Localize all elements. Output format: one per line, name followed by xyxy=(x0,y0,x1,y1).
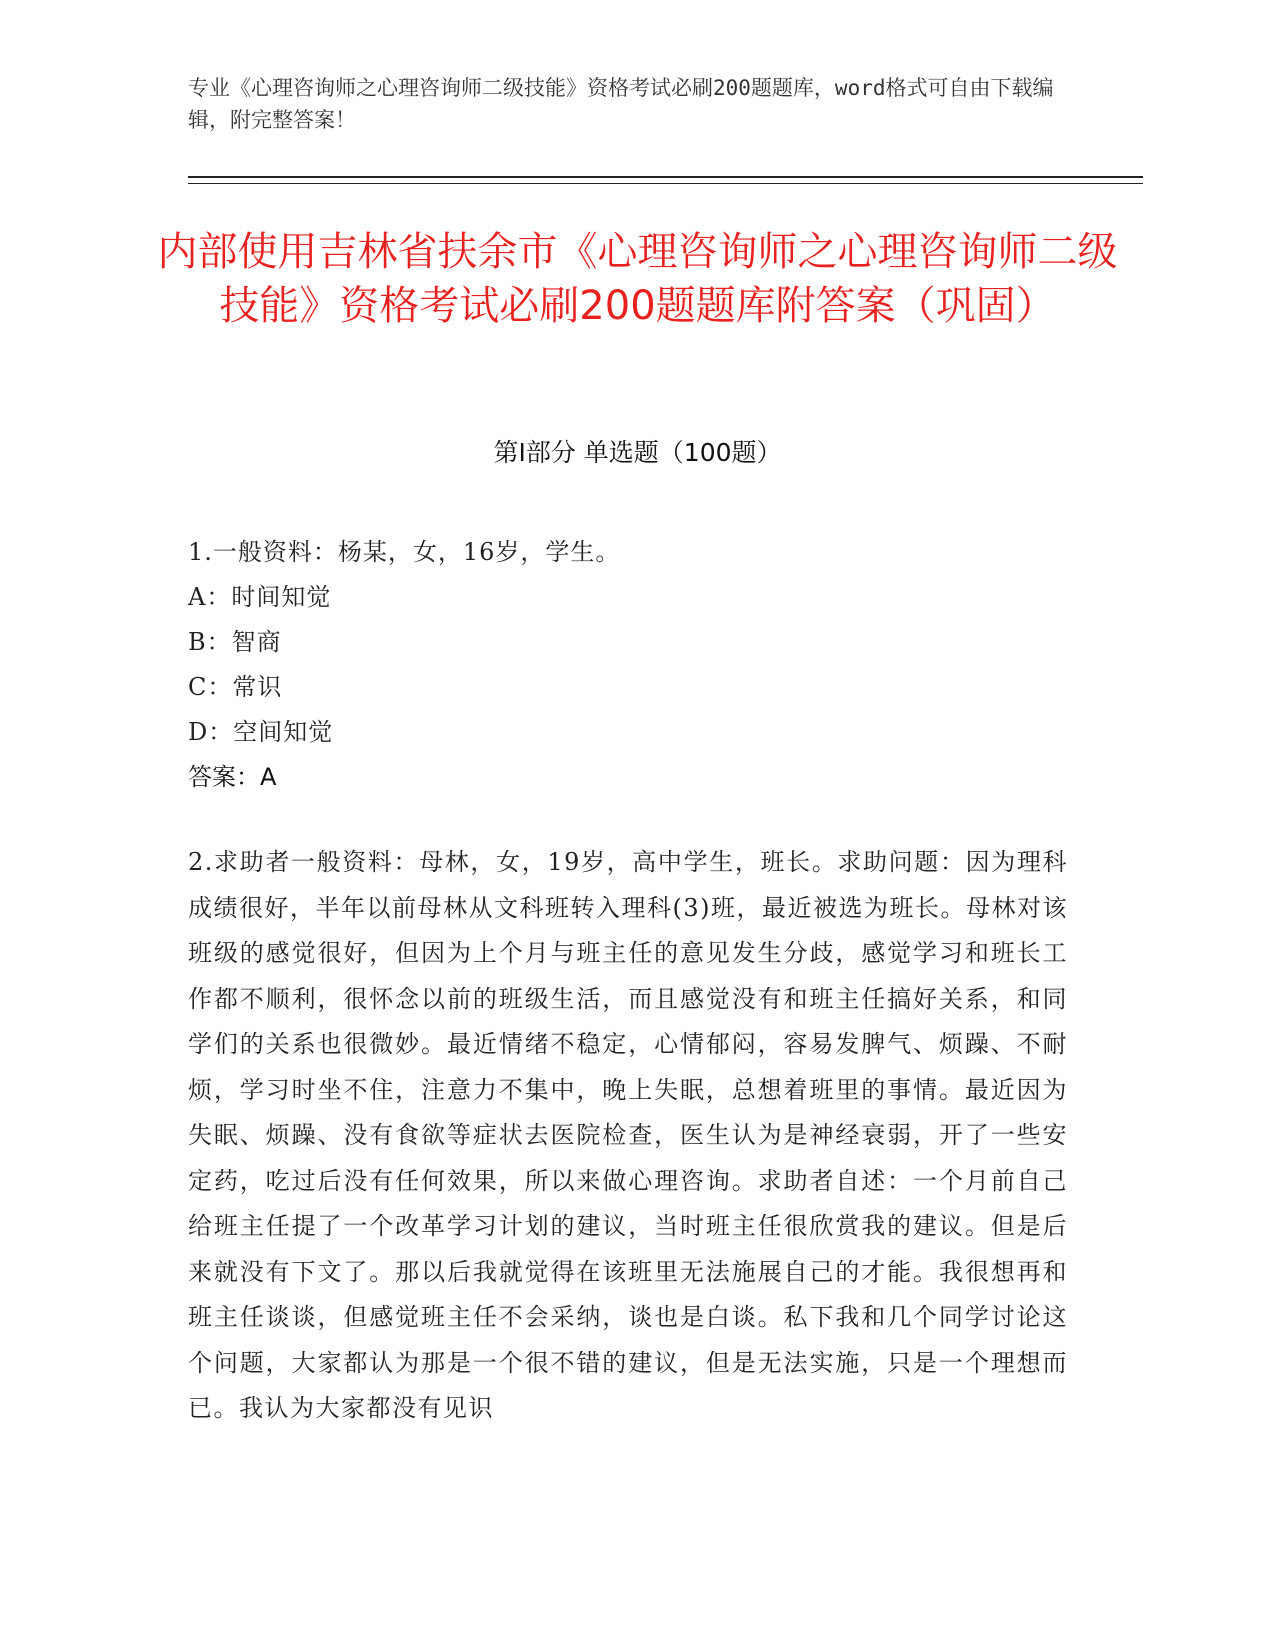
option-d: D：空间知觉 xyxy=(188,718,334,746)
question-1 xyxy=(188,530,1068,800)
document-title: 内部使用吉林省扶余市《心理咨询师之心理咨询师二级技能》资格考试必刷200题题库附答案（巩固） xyxy=(157,229,1118,329)
question-stem: 2.求助者一般资料：母林，女，19岁，高中学生，班长。求助问题：因为理科成绩很好，半年以前母林从文科班转入理科(3)班，最近被选为班长。母林对该班级的感觉很好，但因为上个月与班主任的意见发生分歧，感觉学习和班长工作都不顺利，很怀念以前的班级生活，而且感觉没有和班主任搞好关系，和同学们的关系也很微妙。最近情绪不稳定，心情郁闷，容易发脾气、烦躁、不耐烦，学习时坐不住，注意力不集中，晚上失眠，总想着班里的事情。最近因为失眠、烦躁、没有食欲等症状去医院检查，医生认为是神经衰弱，开了一些安定药，吃过后没有任何效果，所以来做心理咨询。求助者自述：一个月前自己给班主任提了一个改革学习计划的建议，当时班主任很欣赏我的建议。但是后来就没有下文了。那以后我就觉得在该班里无法施展自己的才能。我很想再和班主任谈谈，但感觉班主任不会采纳，谈也是白谈。私下我和几个同学讨论这个问题，大家都认为那是一个很不错的建议，但是无法实施，只是一个理想而已。我认为大家都没有见识 xyxy=(188,848,1068,1422)
option-b: B：智商 xyxy=(188,628,282,656)
answer: 答案：A xyxy=(188,763,277,791)
section-heading: 第Ⅰ部分 单选题（100题） xyxy=(493,438,782,467)
question-2 xyxy=(188,840,1068,1432)
option-a: A：时间知觉 xyxy=(188,583,332,611)
header-divider-thin xyxy=(188,183,1143,184)
option-c: C：常识 xyxy=(188,673,283,701)
question-stem: 1.一般资料：杨某，女，16岁，学生。 xyxy=(188,538,621,566)
header-note: 专业《心理咨询师之心理咨询师二级技能》资格考试必刷200题题库，word格式可自由下载编辑，附完整答案！ xyxy=(188,76,1054,132)
header-divider-thick xyxy=(188,176,1143,178)
